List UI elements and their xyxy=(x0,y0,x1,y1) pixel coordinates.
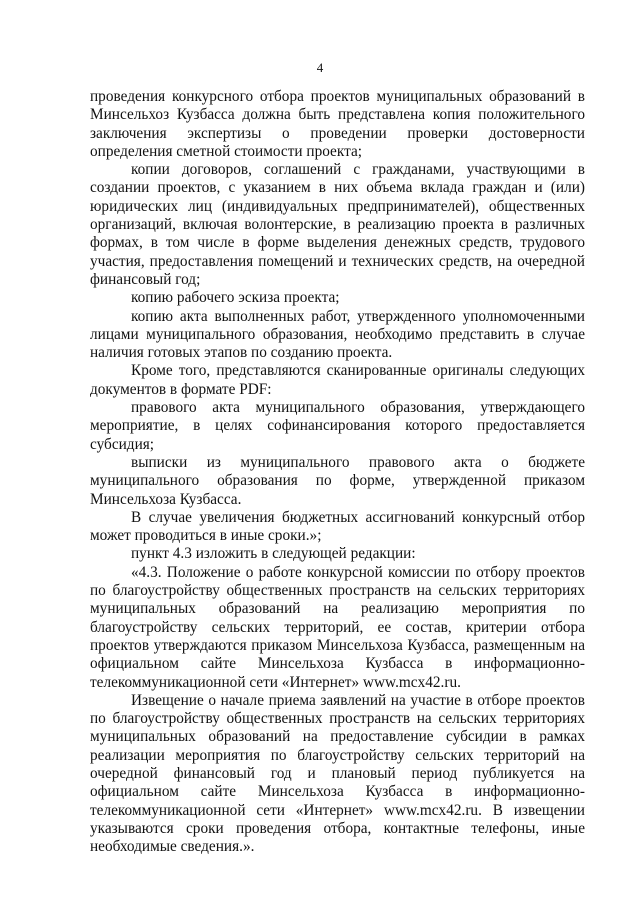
paragraph-notice: Извещение о начале приема заявлений на участие в отборе проектов по благоустройству общественных пространств на сельских территориях муниципальных образований на предоставление субсидии в рамках реализации мероприятия по благоустройству сельских территорий на очередной финансовый год и плановый период публикуется на официальном сайте Минсельхоза Кузбасса в информационно-телекоммуникационной сети «Интернет» www.mcx42.ru. В извещении указываются сроки проведения отбора, контактные телефоны, иные необходимые сведения.». xyxy=(90,691,585,856)
paragraph-sketch-copy: копию рабочего эскиза проекта; xyxy=(131,289,340,307)
paragraph-clause-4-3-intro: пункт 4.3 изложить в следующей редакции: xyxy=(131,545,416,563)
paragraph-clause-4-3: «4.3. Положение о работе конкурсной комиссии по отбору проектов по благоустройству общественных пространств на сельских территориях муниципальных образований на реализацию мероприятия по благоустройству сельских территорий, ее состав, критерии отбора проектов утверждаются приказом Минсельхоза Кузбасса, размещенным на официальном сайте Минсельхоза Кузбасса в информационно-телекоммуникационной сети «Интернет» www.mcx42.ru. xyxy=(90,563,585,691)
paragraph-scanned-originals: Кроме того, представляются сканированные оригиналы следующих документов в формате PDF: xyxy=(90,362,585,398)
paragraph-legal-act: правового акта муниципального образования, утверждающего мероприятие, в целях софинансирования которого предоставляется субсидия; xyxy=(90,399,585,453)
paragraph-budget-extract: выписки из муниципального правового акта о бюджете муниципального образования по форме, утвержденной приказом Минсельхоза Кузбасса. xyxy=(90,453,585,508)
paragraph-contract-copies: копии договоров, соглашений с гражданами, участвующими в создании проектов, с указанием в них объема вклада граждан и (или) юридических лиц (индивидуальных предпринимателей), общественных организаций, включая волонтерские, в реализацию проекта в различных формах, в том числе в форме выделения денежных средств, трудового участия, предоставления помещений и технических средств, на очередной финансовый год; xyxy=(90,161,585,288)
paragraph-act-copy: копию акта выполненных работ, утвержденного уполномоченными лицами муниципального образования, необходимо представить в случае наличия готовых этапов по созданию проекта. xyxy=(90,307,585,362)
paragraph-contest-selection-continuation: проведения конкурсного отбора проектов муниципальных образований в Минсельхоз Кузбасса должна быть представлена копия положительного заключения экспертизы о проведении проверки достоверности определения сметной стоимости проекта; xyxy=(90,88,585,160)
document-body xyxy=(90,88,585,856)
paragraph-budget-increase: В случае увеличения бюджетных ассигнований конкурсный отбор может проводиться в иные сроки.»; xyxy=(90,508,585,545)
page-number: 4 xyxy=(316,60,324,75)
